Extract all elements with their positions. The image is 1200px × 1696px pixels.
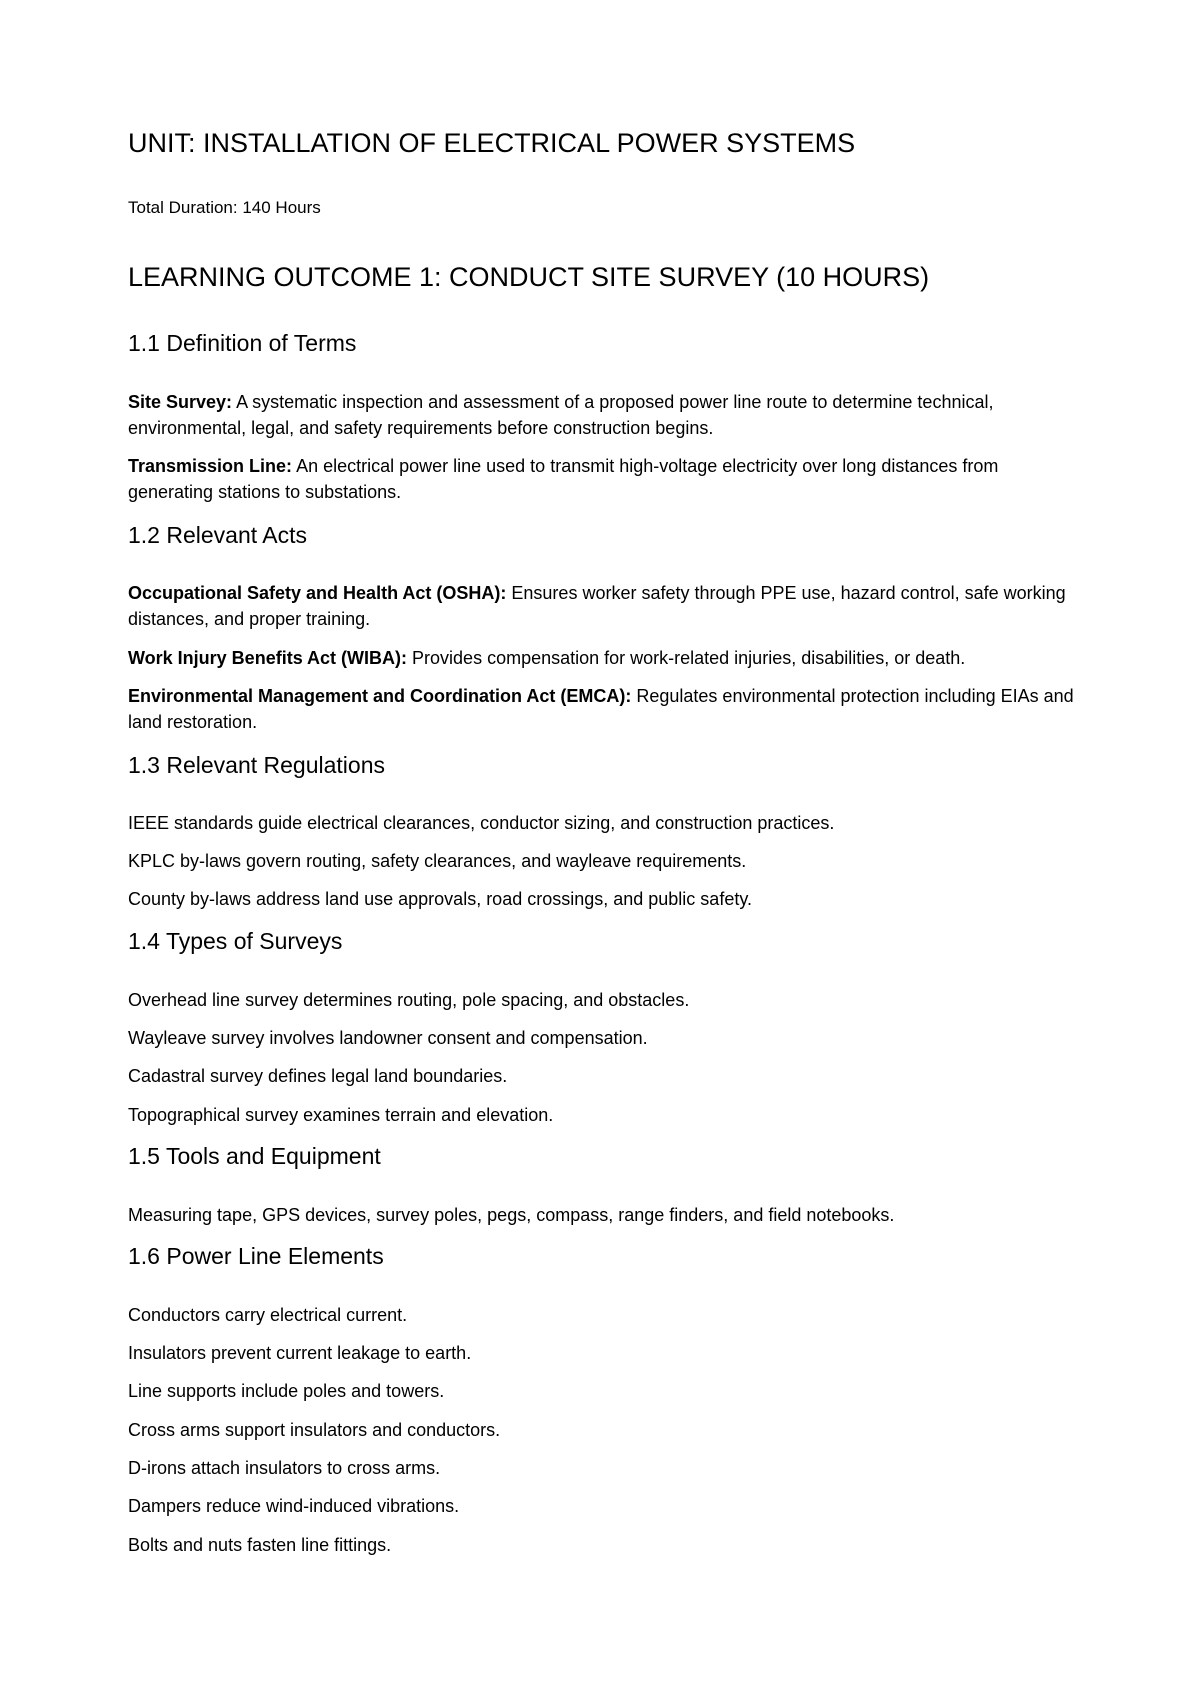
def-wiba: Provides compensation for work-related injuries, disabilities, or death. <box>412 648 966 668</box>
element-item: Bolts and nuts fasten line fittings. <box>128 1535 392 1555</box>
def-osha: Ensures worker safety through PPE use, hazard control, safe working distances, and proper training. <box>128 583 1066 629</box>
element-item: Cross arms support insulators and conductors. <box>128 1420 501 1440</box>
section-heading-tools: 1.5 Tools and Equipment <box>128 1143 381 1169</box>
term-transmission-line: Transmission Line: <box>128 456 293 476</box>
element-item: Conductors carry electrical current. <box>128 1305 408 1325</box>
term-osha: Occupational Safety and Health Act (OSHA): <box>128 583 507 603</box>
def-emca: Regulates environmental protection including EIAs and land restoration. <box>128 686 1074 732</box>
survey-item: Cadastral survey defines legal land boundaries. <box>128 1066 508 1086</box>
def-site-survey: A systematic inspection and assessment of a proposed power line route to determine technical, environmental, legal, and safety requirements before construction begins. <box>128 392 994 438</box>
act-wiba <box>128 645 1088 671</box>
def-transmission-line: An electrical power line used to transmit high-voltage electricity over long distances from generating stations to substations. <box>128 456 999 502</box>
act-emca <box>128 683 1088 735</box>
survey-item: Overhead line survey determines routing, pole spacing, and obstacles. <box>128 990 690 1010</box>
term-wiba: Work Injury Benefits Act (WIBA): <box>128 648 408 668</box>
regulation-item: KPLC by-laws govern routing, safety clearances, and wayleave requirements. <box>128 851 747 871</box>
section-heading-power-line-elements: 1.6 Power Line Elements <box>128 1243 384 1269</box>
definition-transmission-line <box>128 453 1088 505</box>
element-item: Insulators prevent current leakage to earth. <box>128 1343 472 1363</box>
learning-outcome-heading: LEARNING OUTCOME 1: CONDUCT SITE SURVEY (10 HOURS) <box>128 262 930 292</box>
section-heading-surveys: 1.4 Types of Surveys <box>128 928 343 954</box>
act-osha <box>128 580 1088 632</box>
regulation-item: IEEE standards guide electrical clearances, conductor sizing, and construction practices. <box>128 813 835 833</box>
total-duration: Total Duration: 140 Hours <box>128 198 321 217</box>
section-heading-acts: 1.2 Relevant Acts <box>128 522 307 548</box>
element-item: D-irons attach insulators to cross arms. <box>128 1458 441 1478</box>
definition-site-survey <box>128 389 1088 441</box>
term-emca: Environmental Management and Coordination Act (EMCA): <box>128 686 632 706</box>
regulation-item: County by-laws address land use approvals, road crossings, and public safety. <box>128 889 752 909</box>
survey-item: Topographical survey examines terrain and elevation. <box>128 1105 554 1125</box>
section-heading-definitions: 1.1 Definition of Terms <box>128 330 357 356</box>
survey-item: Wayleave survey involves landowner consent and compensation. <box>128 1028 648 1048</box>
element-item: Line supports include poles and towers. <box>128 1381 445 1401</box>
element-item: Dampers reduce wind-induced vibrations. <box>128 1496 460 1516</box>
section-heading-regulations: 1.3 Relevant Regulations <box>128 752 385 778</box>
term-site-survey: Site Survey: <box>128 392 233 412</box>
tools-item: Measuring tape, GPS devices, survey poles, pegs, compass, range finders, and field notebooks. <box>128 1205 895 1225</box>
document-title: UNIT: INSTALLATION OF ELECTRICAL POWER SYSTEMS <box>128 128 856 158</box>
